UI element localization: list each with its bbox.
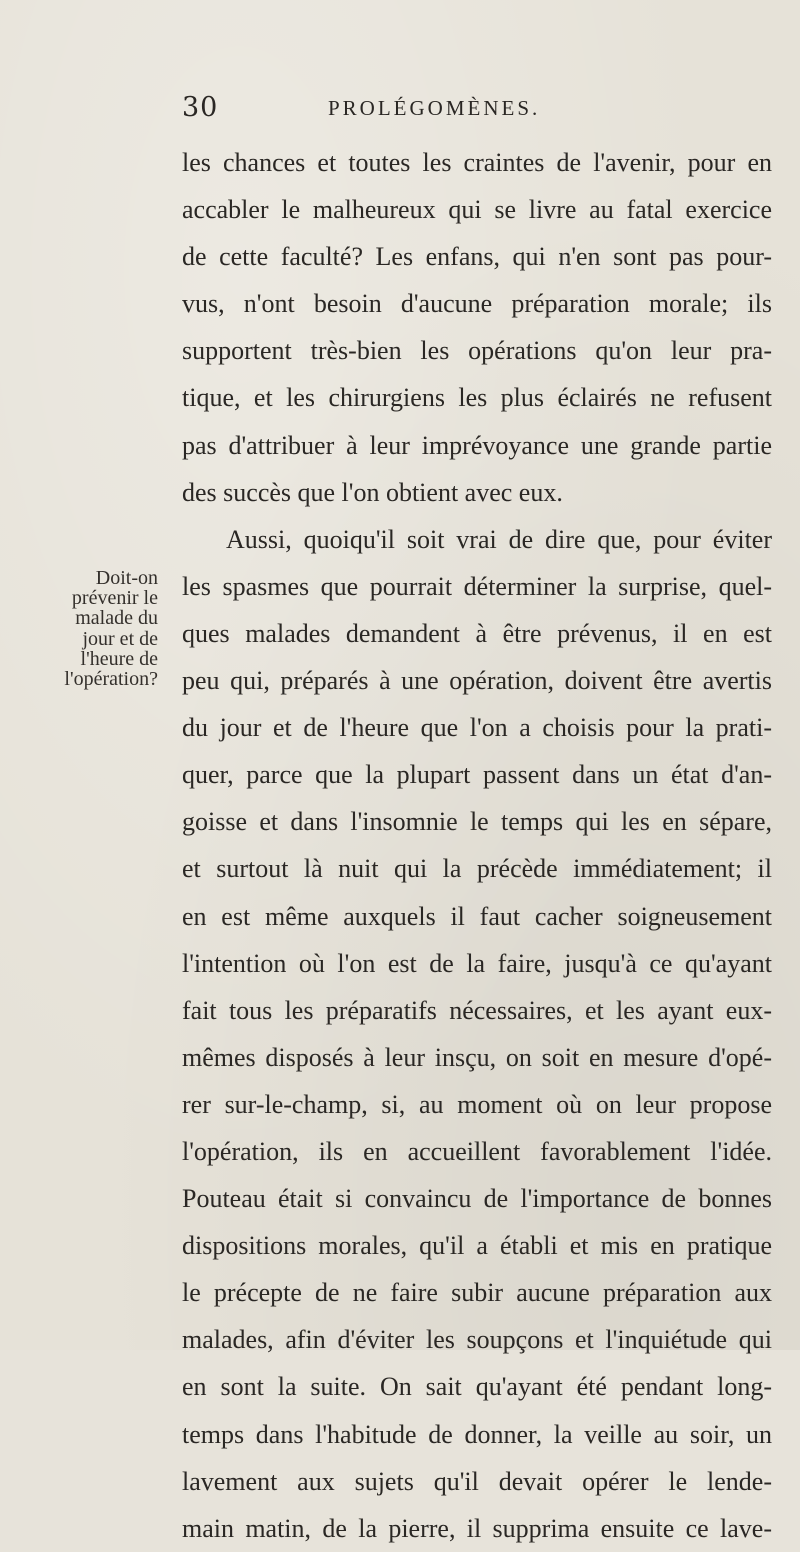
text-line: fait tous les préparatifs nécessaires, et les ayant eux- — [182, 995, 772, 1025]
text-line: dispositions morales, qu'il a établi et mis en pratique — [182, 1231, 772, 1261]
text-line: malades, afin d'éviter les soupçons et l'inquiétude qui — [182, 1325, 772, 1355]
margin-note — [28, 568, 158, 689]
page-number: 30 — [182, 92, 219, 123]
text-line: tique, et les chirurgiens les plus éclairés ne refusent — [182, 383, 772, 413]
text-line: lavement aux sujets qu'il devait opérer le lende- — [182, 1466, 772, 1496]
margin-note-line: Doit-on — [95, 567, 158, 589]
margin-note-line: prévenir le — [71, 587, 158, 610]
text-line: en sont la suite. On sait qu'ayant été pendant long- — [182, 1372, 772, 1402]
text-line: quer, parce que la plupart passent dans un état d'an- — [182, 760, 772, 790]
text-line: peu qui, préparés à une opération, doivent être avertis — [182, 666, 772, 696]
margin-note-line: l'opération? — [64, 668, 158, 691]
margin-note-line: jour et de — [82, 627, 158, 650]
text-line: pas d'attribuer à leur imprévoyance une grande partie — [182, 430, 772, 460]
margin-note-line: malade du — [75, 607, 158, 630]
text-line: vus, n'ont besoin d'aucune préparation morale; ils — [182, 289, 772, 319]
text-line: les spasmes que pourrait déterminer la surprise, quel- — [182, 571, 772, 601]
text-line: l'intention où l'on est de la faire, jusqu'à ce qu'ayant — [182, 948, 772, 978]
text-line: Pouteau était si convaincu de l'importance de bonnes — [182, 1184, 772, 1214]
text-line: goisse et dans l'insomnie le temps qui les en sépare, — [182, 807, 772, 837]
margin-note-line: l'heure de — [80, 647, 158, 670]
text-line: les chances et toutes les craintes de l'avenir, pour en — [182, 148, 772, 177]
text-line: en est même auxquels il faut cacher soigneusement — [182, 901, 772, 931]
text-line: mêmes disposés à leur insçu, on soit en mesure d'opé- — [182, 1042, 772, 1072]
text-line: du jour et de l'heure que l'on a choisis pour la prati- — [182, 713, 772, 743]
text-line: supportent très-bien les opérations qu'on leur pra- — [182, 336, 772, 366]
page-header — [182, 92, 762, 132]
text-line: de cette faculté? Les enfans, qui n'en sont pas pour- — [182, 242, 772, 272]
text-line: rer sur-le-champ, si, au moment où on leur propose — [182, 1089, 772, 1119]
text-line: temps dans l'habitude de donner, la veille au soir, un — [182, 1419, 772, 1449]
text-line-last: des succès que l'on obtient avec eux. — [182, 477, 563, 507]
text-line: main matin, de la pierre, il supprima ensuite ce lave- — [182, 1513, 772, 1543]
running-head: PROLÉGOMÈNES. — [328, 96, 541, 120]
body-text — [182, 139, 772, 1552]
text-line: et surtout là nuit qui la précède immédiatement; il — [182, 854, 772, 884]
text-line: accabler le malheureux qui se livre au fatal exercice — [182, 195, 772, 225]
text-line: le précepte de ne faire subir aucune préparation aux — [182, 1278, 772, 1308]
text-line: ques malades demandent à être prévenus, il en est — [182, 618, 772, 648]
text-line-last: l'opération, ils en accueillent favorablement l'idée. — [182, 1136, 772, 1166]
text-line-indent: Aussi, quoiqu'il soit vrai de dire que, pour éviter — [226, 524, 772, 554]
